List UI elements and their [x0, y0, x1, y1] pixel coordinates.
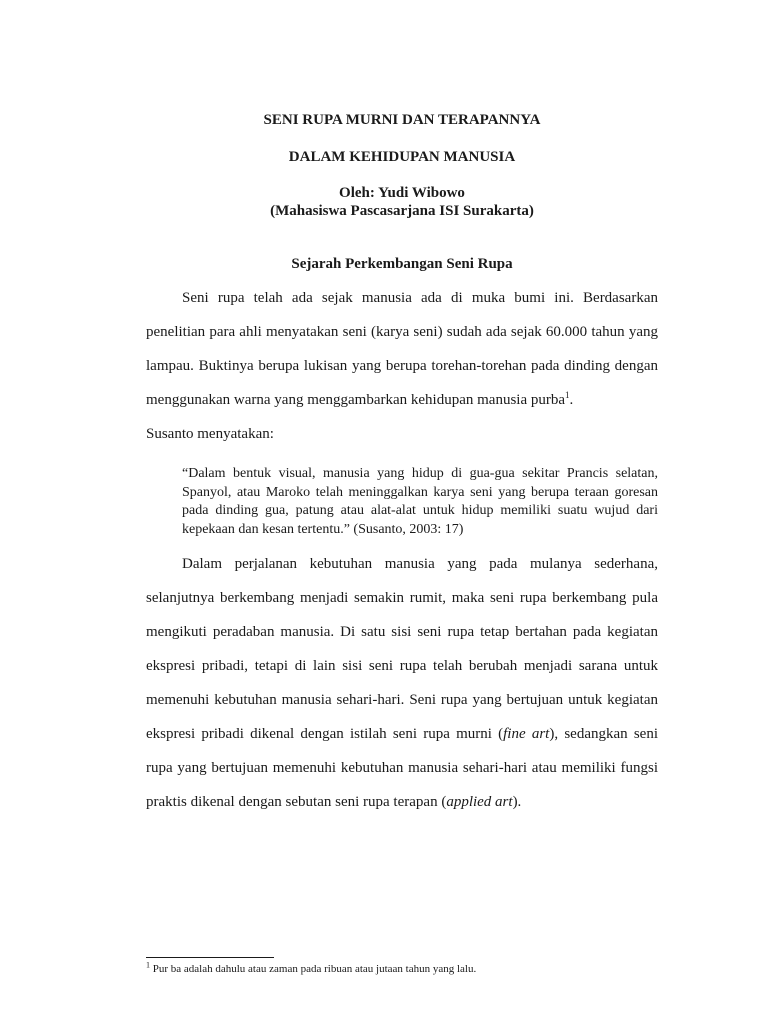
- footnote-reference: 1: [565, 390, 570, 400]
- title-line-1: SENI RUPA MURNI DAN TERAPANNYA: [263, 112, 541, 128]
- section-heading: Sejarah Perkembangan Seni Rupa: [291, 256, 513, 272]
- paragraph-1: [146, 281, 658, 451]
- footnote-text: Pur ba adalah dahulu atau zaman pada ribuan atau jutaan tahun yang lalu.: [152, 963, 477, 975]
- author-byline: Oleh: Yudi Wibowo: [339, 185, 465, 201]
- applied-art-term: applied art: [446, 794, 513, 810]
- paragraph-1-line-5: Susanto menyatakan:: [146, 426, 274, 442]
- footnote-number: 1: [146, 960, 150, 970]
- paragraph-2-text-a: Dalam perjalanan kebutuhan manusia yang pada mulanya sederhana, selanjutnya berkembang menjadi semakin rumit, maka seni rupa berkembang pula mengikuti peradaban manusia. Di satu sisi seni rupa tetap bertahan pada kegiatan ekspresi pribadi, tetapi di lain sisi seni rupa telah berubah menjadi sarana untuk memenuhi kebutuhan manusia sehari-hari. Seni rupa yang bertujuan untuk kegiatan ekspresi pribadi dikenal dengan istilah seni rupa murni (: [146, 556, 658, 742]
- paragraph-1-text: Seni rupa telah ada sejak manusia ada di muka bumi ini. Berdasarkan penelitian para ahli menyatakan seni (karya seni) sudah ada sejak 60.000 tahun yang lampau. Buktinya berupa lukisan yang berupa torehan-torehan pada dinding dengan menggunakan warna yang menggambarkan kehidupan manusia purba: [146, 290, 658, 408]
- paragraph-1-end: .: [569, 392, 574, 408]
- paragraph-2-text-c: ).: [512, 794, 522, 810]
- fine-art-term: fine art: [503, 726, 550, 742]
- block-quote: “Dalam bentuk visual, manusia yang hidup di gua-gua sekitar Prancis selatan, Spanyol, atau Maroko telah meninggalkan karya seni yang berupa teraan goresan pada dinding gua, patung atau alat-alat untuk hidup memiliki suatu wujud dari kepekaan dan kesan tertentu.” (Susanto, 2003: 17): [182, 466, 658, 537]
- title-line-2: DALAM KEHIDUPAN MANUSIA: [288, 149, 516, 165]
- paragraph-2-text-b: ), sedangkan seni rupa yang bertujuan memenuhi kebutuhan manusia sehari-hari atau memiliki fungsi praktis dikenal dengan sebutan seni rupa terapan (: [146, 726, 659, 810]
- footnote-separator: [146, 957, 274, 958]
- author-affiliation: (Mahasiswa Pascasarjana ISI Surakarta): [270, 203, 534, 219]
- footnote: [146, 962, 658, 976]
- paragraph-2: [146, 547, 658, 819]
